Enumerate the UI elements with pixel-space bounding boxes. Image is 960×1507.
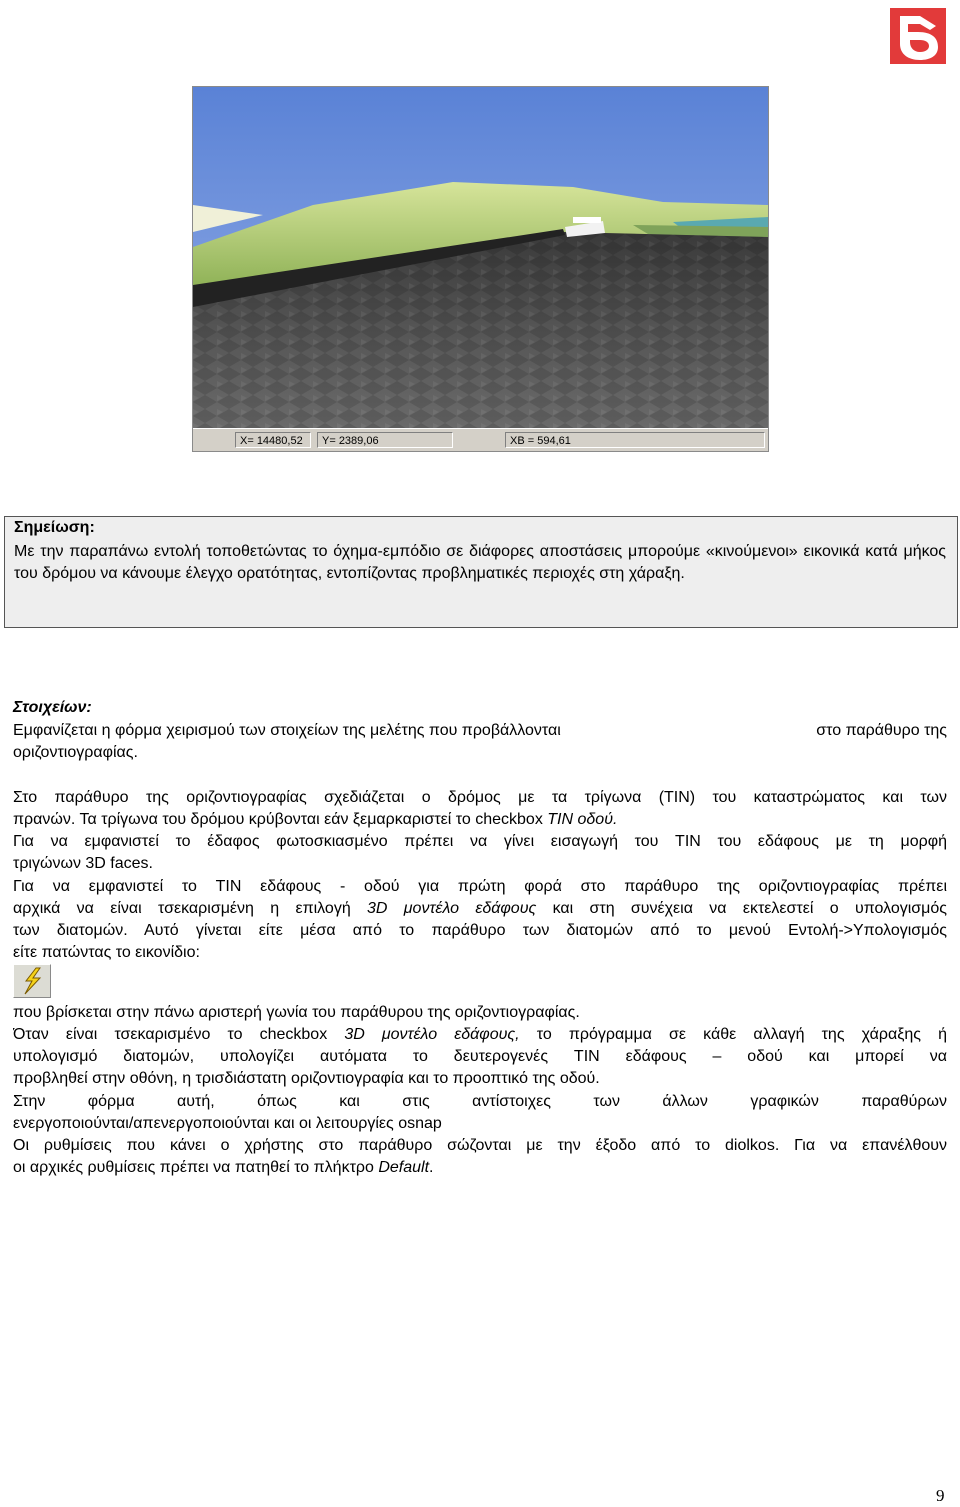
note-body: Με την παραπάνω εντολή τοποθετώντας το όχημα-εμπόδιο σε διάφορες αποστάσεις μπορούμε «κινούμενοι» εικονικά κατά μήκος του δρόμου να κάνουμε έλεγχο ορατότητας, εντοπίζοντας προβληματικές περιοχές στη χάραξη.	[14, 543, 946, 582]
paragraph-6-line-3: προβληθεί στην οθόνη, η τρισδιάστατη οριζοντιογραφία και το προοπτικό της οδού.	[13, 1070, 600, 1087]
paragraph-3-line-2: τριγώνων 3D faces.	[13, 855, 153, 872]
paragraph-6-line-2: υπολογισμό διατομών, υπολογίζει αυτόματα το δευτερογενές TIN εδάφους – οδού και μπορεί να	[13, 1048, 947, 1065]
paragraph-8-line-1: Οι ρυθμίσεις που κάνει ο χρήστης στο παράθυρο σώζονται με την έξοδο από το diolkos. Για να επανέλθουν	[13, 1137, 947, 1154]
note-title: Σημείωση:	[14, 519, 95, 536]
brand-logo	[890, 8, 946, 64]
paragraph-4-line-2: αρχικά να είναι τσεκαρισμένη η επιλογή 3D μοντέλο εδάφους και στη συνέχεια να εκτελεστεί ο υπολογισμός	[13, 900, 947, 917]
paragraph-2-line-1: Στο παράθυρο της οριζοντιογραφίας σχεδιάζεται ο δρόμος με τα τρίγωνα (TIN) του καταστρώματος και των	[13, 789, 947, 806]
xb-readout: XB = 594,61	[505, 432, 765, 448]
paragraph-5: που βρίσκεται στην πάνω αριστερή γωνία του παράθυρου της οριζοντιογραφίας.	[13, 1004, 580, 1021]
paragraph-7-line-1: Στην φόρμα αυτή, όπως και στις αντίστοιχες των άλλων γραφικών παραθύρων	[13, 1093, 947, 1110]
paragraph-3-line-1: Για να εμφανιστεί το έδαφος φωτοσκιασμένο πρέπει να γίνει εισαγωγή του TIN του εδάφους με τη μορφή	[13, 833, 947, 850]
paragraph-8-line-2: οι αρχικές ρυθμίσεις πρέπει να πατηθεί το πλήκτρο Default.	[13, 1159, 434, 1176]
calculate-lightning-icon	[13, 964, 51, 998]
paragraph-2-line-2: πρανών. Τα τρίγωνα του δρόμου κρύβονται εάν ξεμαρκαριστεί το checkbox TIN οδού.	[13, 811, 618, 828]
paragraph-7-line-2: ενεργοποιούνται/απενεργοποιούνται και οι λειτουργίες osnap	[13, 1115, 442, 1132]
paragraph-1-line-2: οριζοντιογραφίας.	[13, 744, 138, 761]
paragraph-4-line-4: είτε πατώντας το εικονίδιο:	[13, 944, 200, 961]
viewport-statusbar	[193, 428, 768, 451]
paragraph-6-line-1: Όταν είναι τσεκαρισμένο το checkbox 3D μοντέλο εδάφους, το πρόγραμμα σε κάθε αλλαγή της χάραξης ή	[13, 1026, 947, 1043]
paragraph-4-line-1: Για να εμφανιστεί το TIN εδάφους - οδού για πρώτη φορά στο παράθυρο της οριζοντιογραφίας πρέπει	[13, 878, 947, 895]
x-coordinate-readout: X= 14480,52	[235, 432, 311, 448]
paragraph-4-line-3: των διατομών. Αυτό γίνεται είτε μέσα από το παράθυρο των διατομών από το μενού Εντολή->Υπολογισμός	[13, 922, 947, 939]
section-heading: Στοιχείων:	[13, 699, 92, 716]
note-box	[4, 516, 958, 628]
paragraph-1-line-1: Εμφανίζεται η φόρμα χειρισμού των στοιχείων της μελέτης που προβάλλονται στο παράθυρο της	[13, 722, 947, 739]
page-number: 9	[936, 1486, 945, 1505]
perspective-viewport[interactable]	[192, 86, 769, 452]
y-coordinate-readout: Y= 2389,06	[317, 432, 453, 448]
road-perspective-scene	[193, 87, 768, 428]
